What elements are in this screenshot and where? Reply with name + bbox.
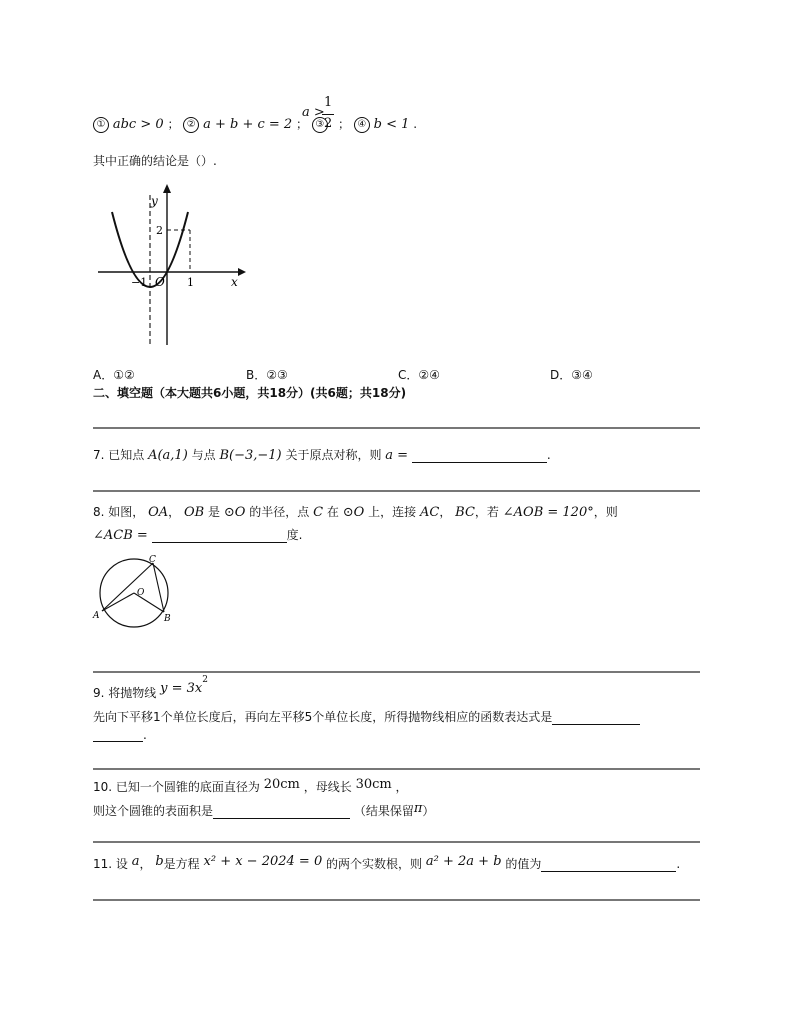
q11-expression: a² + 2a + b bbox=[425, 854, 502, 869]
q8-text: 上，连接 bbox=[368, 505, 417, 519]
question-10-line2 bbox=[93, 802, 434, 819]
q11-text: 是方程 bbox=[163, 857, 200, 871]
condition-2-expr: a + b + c = 2 bbox=[203, 117, 293, 132]
q9-exponent: 2 bbox=[202, 675, 208, 685]
q10-slant: 30cm bbox=[355, 777, 392, 792]
q10-mid: ，母线长 bbox=[303, 780, 352, 794]
x-axis bbox=[98, 268, 246, 276]
question-11 bbox=[93, 855, 680, 872]
q10-note-start: （结果保留 bbox=[353, 804, 414, 818]
option-a[interactable] bbox=[93, 366, 135, 383]
option-value: ②④ bbox=[418, 368, 440, 382]
separator: ； bbox=[296, 117, 309, 131]
q8-bc: BC bbox=[455, 505, 475, 520]
q8-text: 在 bbox=[326, 505, 339, 519]
period: . bbox=[413, 117, 418, 131]
q8-circle-2: ⊙O bbox=[342, 505, 365, 520]
option-b[interactable] bbox=[246, 366, 288, 383]
q11-prefix: 11. 设 bbox=[93, 857, 128, 871]
q11-end: . bbox=[676, 857, 681, 871]
q8-comma: ， bbox=[439, 505, 452, 519]
q10-comma: ， bbox=[395, 780, 408, 794]
condition-3-numerator: 1 bbox=[324, 95, 333, 110]
q11-var-a: a bbox=[131, 854, 140, 869]
q8-angle-acb: ∠ACB = bbox=[93, 528, 148, 543]
q10-line2: 则这个圆锥的表面积是 bbox=[93, 804, 214, 818]
q8-point-c: C bbox=[313, 505, 324, 520]
separator: ； bbox=[167, 117, 180, 131]
label-b: B bbox=[164, 614, 171, 624]
conditions-row-tail bbox=[338, 115, 417, 133]
origin-label: O bbox=[155, 275, 165, 289]
q7-point-b: B(−3,−1) bbox=[219, 448, 282, 463]
divider bbox=[93, 671, 700, 673]
q8-angle-aob: ∠AOB = 120° bbox=[502, 505, 594, 520]
q8-text: 8. 如图， bbox=[93, 505, 145, 519]
segment-ac bbox=[102, 563, 153, 611]
condition-3-lhs: a > bbox=[302, 105, 325, 120]
q11-text: 的值为 bbox=[505, 857, 542, 871]
q7-suffix: 关于原点对称，则 bbox=[285, 448, 382, 462]
tick-neg1-label: −1 bbox=[131, 276, 148, 289]
question-8-line1 bbox=[93, 503, 618, 520]
label-o: O bbox=[137, 588, 145, 598]
q8-ac: AC bbox=[419, 505, 440, 520]
section-header: 二、填空题（本大题共6小题，共18分）(共6题；共18分) bbox=[93, 386, 407, 400]
q8-text: ，若 bbox=[474, 505, 499, 519]
q10-prefix: 10. 已知一个圆锥的底面直径为 bbox=[93, 780, 260, 794]
option-letter: A． bbox=[93, 368, 114, 382]
q10-note-end: ） bbox=[422, 804, 435, 818]
q9-answer-blank[interactable] bbox=[552, 711, 640, 725]
fraction-bar bbox=[322, 114, 334, 115]
q8-end: 度. bbox=[286, 528, 303, 542]
question-prompt: 其中正确的结论是（）. bbox=[93, 154, 217, 168]
q8-oa: OA bbox=[148, 505, 169, 520]
divider bbox=[93, 841, 700, 843]
y-axis-label: y bbox=[151, 194, 158, 208]
option-letter: B． bbox=[246, 368, 267, 382]
q7-prefix: 7. 已知点 bbox=[93, 448, 145, 462]
q11-text: 的两个实数根，则 bbox=[326, 857, 423, 871]
condition-3-denominator: 2 bbox=[324, 116, 333, 131]
option-value: ②③ bbox=[266, 368, 288, 382]
q11-answer-blank[interactable] bbox=[541, 858, 676, 872]
q9-prefix: 9. 将抛物线 bbox=[93, 686, 157, 700]
condition-1-expr: abc > 0 bbox=[112, 117, 164, 132]
question-9-line1 bbox=[93, 675, 208, 701]
q11-equation: x² + x − 2024 = 0 bbox=[203, 854, 323, 869]
x-axis-label: x bbox=[231, 275, 238, 289]
q8-text: 是 bbox=[208, 505, 221, 519]
question-9-line3 bbox=[93, 728, 147, 742]
question-9-line2 bbox=[93, 708, 640, 725]
tick-2-label: 2 bbox=[156, 224, 163, 237]
question-10-line1 bbox=[93, 778, 408, 795]
question-8-line2 bbox=[93, 526, 302, 543]
tick-1-label: 1 bbox=[187, 276, 194, 289]
option-d[interactable] bbox=[550, 366, 593, 383]
question-7 bbox=[93, 446, 551, 463]
q8-comma: ， bbox=[168, 505, 181, 519]
q7-var: a = bbox=[385, 448, 409, 463]
q7-end: . bbox=[546, 448, 551, 462]
condition-4-number: ④ bbox=[354, 117, 370, 133]
divider bbox=[93, 768, 700, 770]
q7-answer-blank[interactable] bbox=[412, 449, 547, 463]
q9-end: . bbox=[143, 728, 147, 742]
conditions-row bbox=[93, 115, 328, 133]
divider bbox=[93, 899, 700, 901]
q10-answer-blank[interactable] bbox=[213, 805, 350, 819]
condition-2-number: ② bbox=[183, 117, 199, 133]
parabola-graph bbox=[93, 180, 248, 350]
q8-text: ，则 bbox=[593, 505, 618, 519]
q11-comma: ， bbox=[139, 857, 152, 871]
condition-4-expr: b < 1 bbox=[373, 117, 410, 132]
separator: ； bbox=[338, 117, 351, 131]
label-c: C bbox=[149, 555, 156, 565]
q7-mid: 与点 bbox=[191, 448, 216, 462]
q9-text: 先向下平移1个单位长度后，再向左平移5个单位长度，所得抛物线相应的函数表达式是 bbox=[93, 710, 553, 724]
label-a: A bbox=[93, 611, 100, 621]
circle-figure bbox=[92, 553, 182, 633]
option-letter: D． bbox=[550, 368, 572, 382]
condition-1-number: ① bbox=[93, 117, 109, 133]
q7-point-a: A(a,1) bbox=[148, 448, 188, 463]
q9-expr: y = 3x bbox=[160, 681, 203, 696]
q8-answer-blank[interactable] bbox=[152, 529, 287, 543]
q11-var-b: b bbox=[155, 854, 164, 869]
divider bbox=[93, 490, 700, 492]
q8-text: 的半径，点 bbox=[249, 505, 310, 519]
q8-circle: ⊙O bbox=[223, 505, 246, 520]
q10-pi: π bbox=[413, 801, 423, 816]
option-value: ①② bbox=[113, 368, 135, 382]
option-value: ③④ bbox=[571, 368, 593, 382]
q10-diameter: 20cm bbox=[263, 777, 300, 792]
q9-answer-blank-cont[interactable] bbox=[93, 728, 143, 742]
option-c[interactable] bbox=[398, 366, 440, 383]
option-letter: C． bbox=[398, 368, 419, 382]
divider bbox=[93, 427, 700, 429]
segment-bc bbox=[153, 563, 164, 612]
q8-ob: OB bbox=[183, 505, 205, 520]
condition-3-number: ③ bbox=[312, 117, 328, 133]
